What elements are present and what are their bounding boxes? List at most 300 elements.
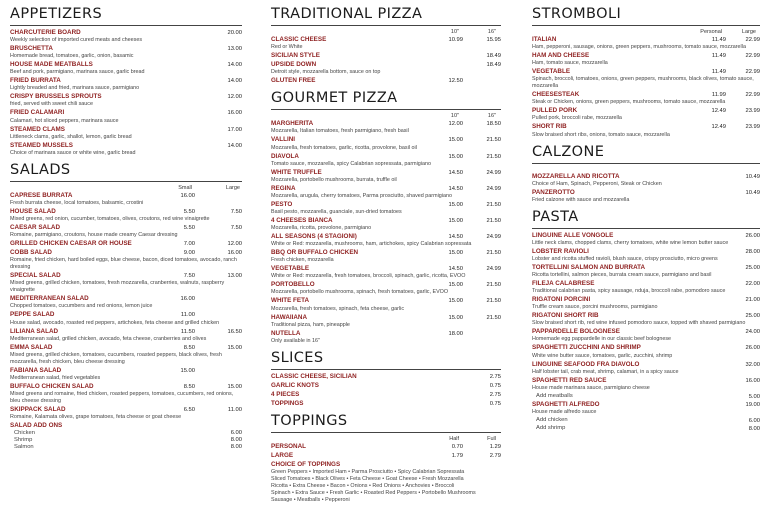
menu-item-price-1: 7.00 [183, 241, 195, 248]
menu-item-description: Mozzarella, fresh tomatoes, spinach, feta cheese, garlic [271, 305, 405, 312]
menu-item-description: Mixed greens, red onion, cucumber, tomatoes, olives, croutons, red wine vinaigrette [10, 215, 210, 222]
stromboli-heading: STROMBOLI [532, 6, 760, 26]
menu-item [10, 126, 242, 141]
menu-item-name: BRUSCHETTA [10, 45, 53, 53]
menu-item-price-1: 15.00 [448, 314, 463, 321]
menu-item-description: Romaine, fried chicken, hard boiled eggs, blue cheese, bacon, diced tomatoes, avocado, ranch dressing [10, 257, 237, 271]
traditional-size-16: 16" [487, 29, 496, 35]
menu-item [271, 169, 501, 184]
menu-item-description: Homemade bread, tomatoes, garlic, onion, basamic [10, 53, 134, 60]
menu-item-price-2: 7.50 [230, 224, 242, 231]
menu-item-price-2: 21.50 [486, 153, 501, 160]
menu-item [532, 280, 760, 295]
menu-item [10, 29, 242, 44]
menu-item [532, 296, 760, 311]
menu-item-description: Beef and pork, parmigiano, marinara sauce, garlic bread [10, 69, 145, 76]
menu-item [532, 232, 760, 247]
menu-item [532, 425, 760, 432]
menu-item-description: Little neck clams, chopped clams, cherry tomatoes, white wine lemon butter sauce [532, 239, 729, 246]
menu-item-price-1: 12.49 [711, 124, 726, 131]
menu-item-price-2: 16.00 [227, 250, 242, 257]
menu-item [271, 281, 501, 296]
menu-item-price: 19.00 [745, 401, 760, 408]
menu-item-price: 25.00 [745, 313, 760, 320]
menu-item-description: Tomato sauce, mozzarella, spicy Calabrian sopressata, parmigiano [271, 160, 431, 167]
menu-item [532, 52, 760, 67]
menu-item-description: White or Red: mozzarella, mushrooms, ham, artichokes, spicy Calabrian sopressata [271, 241, 472, 248]
menu-item-price: 26.00 [745, 345, 760, 352]
menu-item-price-1: 15.00 [448, 201, 463, 208]
menu-item [532, 91, 760, 106]
menu-item-description: Half lobster tail, crab meat, shrimp, calamari, in a spicy sauce [532, 368, 679, 375]
salad-add-on [10, 444, 242, 451]
menu-item-price-1: 15.00 [180, 367, 195, 374]
toppings-full-label: Full [487, 436, 496, 443]
menu-item-description: Spinach, broccoli, tomatoes, onions, green peppers, mushrooms, black olives, tomato sauce, mozzarella [532, 76, 754, 90]
menu-column-right [532, 6, 760, 433]
pasta-list [532, 232, 760, 432]
menu-item-price-2: 23.99 [745, 124, 760, 131]
menu-item-price: 8.00 [748, 425, 760, 432]
menu-item [271, 249, 501, 264]
menu-item-price: 24.00 [745, 329, 760, 336]
menu-item-description: Detroit style, mozzarella bottom, sauce on top [271, 69, 381, 76]
menu-item-description: Weekly selection of imported cured meats and cheeses [10, 37, 143, 44]
salads-large-label: Large [225, 184, 240, 191]
menu-item-description: Mozzarella, fresh tomatoes, garlic, ricotta, provolone, basil oil [271, 144, 417, 151]
menu-item-name: MOZZARELLA AND RICOTTA [532, 172, 620, 180]
menu-item-price: 28.00 [745, 248, 760, 255]
menu-item-price-2: 15.00 [227, 383, 242, 390]
menu-item [10, 367, 242, 382]
menu-item-description: Lightly breaded and fried, marinara sauce, parmigiano [10, 85, 140, 92]
stromboli-personal-label: Personal [700, 29, 722, 35]
menu-column-left [10, 6, 242, 451]
gourmet-size-10: 10" [450, 113, 459, 120]
menu-item [10, 249, 242, 271]
menu-item-price-2: 21.50 [486, 217, 501, 224]
toppings-size-header [271, 436, 501, 443]
menu-item-name: VEGETABLE [532, 68, 571, 76]
menu-item-name: HOUSE SALAD [10, 207, 56, 215]
menu-item [532, 189, 760, 204]
salads-small-label: Small [178, 184, 192, 191]
menu-item [10, 109, 242, 124]
menu-item [532, 361, 760, 376]
menu-item-name: CAESAR SALAD [10, 223, 61, 231]
menu-item [10, 383, 242, 405]
menu-item-name: TORTELLINI SALMON AND BURRATA [532, 263, 646, 271]
menu-item-price-2: 12.00 [227, 241, 242, 248]
menu-item [10, 45, 242, 60]
toppings-choice-line: Sausage • Meatballs • Pepperoni [271, 497, 350, 504]
menu-item-description: Traditional calabrian pasta, spicy sausage, nduja, broccoli rabe, pomodoro sauce [532, 288, 726, 295]
salad-add-ons-list [10, 430, 242, 451]
menu-item-price: 21.00 [745, 297, 760, 304]
menu-item-name: LILIANA SALAD [10, 327, 59, 335]
menu-item-price-1: 15.00 [448, 250, 463, 257]
menu-item [271, 201, 501, 216]
slices-list [271, 373, 501, 408]
choice-of-toppings-title: CHOICE OF TOPPINGS [271, 461, 341, 469]
menu-item-price-1: 16.00 [180, 296, 195, 303]
menu-item-name: WHITE TRUFFLE [271, 168, 322, 176]
menu-item-description: House salad, avocado, roasted red peppers, artichokes, feta cheese and grilled chicken [10, 319, 220, 326]
menu-item-name: RIGATONI SHORT RIB [532, 312, 599, 320]
menu-item-name: CLASSIC CHEESE [271, 36, 327, 43]
menu-item-name: VALLINI [271, 136, 296, 144]
menu-item-description: Ham, tomato sauce, mozzarella [532, 60, 608, 67]
menu-item-description: Chopped tomatoes, cucumbers and red onions, lemon juice [10, 303, 153, 310]
menu-item-description: House made alfredo sauce [532, 408, 597, 415]
menu-item [10, 406, 242, 421]
menu-item [10, 328, 242, 343]
menu-item-name: TOPPINGS [271, 399, 304, 407]
menu-item [271, 120, 501, 135]
menu-item-price-1: 1.79 [451, 453, 463, 460]
menu-item-price-1: 8.50 [183, 383, 195, 390]
menu-item-description: Mediterranean salad, grilled chicken, avocado, feta cheese, cranberries and olives [10, 335, 207, 342]
menu-item-description: House made marinara sauce, parmigiano cheese [532, 384, 650, 391]
menu-item-price-2: 21.50 [486, 250, 501, 257]
menu-item-description: Pulled pork, broccoli rabe, mozzarella [532, 115, 622, 122]
menu-item-price-1: 11.49 [711, 69, 726, 76]
menu-item-description: Ricotta tortellini, salmon pieces, burrata cream sauce, parmigiano and basil [532, 272, 712, 279]
menu-item [532, 173, 760, 188]
menu-item-price-1: 7.50 [183, 273, 195, 280]
menu-item-description: Romaine, parmigiano, croutons, house made creamy Caesar dressing [10, 232, 178, 239]
menu-item-name: VEGETABLE [271, 265, 310, 273]
menu-item [532, 417, 760, 424]
menu-item-name: CAPRESE BURRATA [10, 191, 73, 199]
choice-of-toppings-list [271, 469, 501, 504]
menu-item-name: Add chicken [536, 416, 568, 423]
menu-item-description: fried, served with sweet chili sauce [10, 101, 93, 108]
menu-item [271, 382, 501, 390]
menu-item [532, 377, 760, 392]
menu-item [10, 208, 242, 223]
menu-item-name: RIGATONI PORCINI [532, 296, 591, 304]
menu-item-price-1: 5.50 [183, 224, 195, 231]
menu-item-name: GRILLED CHICKEN CAESAR OR HOUSE [10, 240, 132, 248]
traditional-pizza-list [271, 36, 501, 85]
menu-item-name: STEAMED CLAMS [10, 125, 65, 133]
menu-item [271, 391, 501, 399]
menu-item-price-1: 9.00 [183, 250, 195, 257]
menu-item-price-1: 14.50 [448, 234, 463, 241]
menu-item-name: STEAMED MUSSELS [10, 141, 73, 149]
menu-item [271, 77, 501, 85]
menu-item-name: FABIANA SALAD [10, 366, 62, 374]
menu-item-description: White wine butter sauce, tomatoes, garlic, zucchini, shrimp [532, 352, 673, 359]
menu-item-price-1: 15.00 [448, 217, 463, 224]
menu-item-price-1: 5.50 [183, 208, 195, 215]
salad-add-on-price: 6.00 [230, 430, 242, 437]
menu-item-name: HOUSE MADE MEATBALLS [10, 61, 93, 69]
toppings-choice-line: Spinach • Extra Sauce • Fresh Garlic • Roasted Red Peppers • Portobello Mushrooms [271, 490, 476, 497]
calzone-list [532, 173, 760, 204]
gourmet-pizza-heading: GOURMET PIZZA [271, 90, 501, 110]
menu-item-name: GLUTEN FREE [271, 77, 316, 85]
menu-item-price-2: 22.99 [745, 53, 760, 60]
menu-item [271, 185, 501, 200]
menu-item [10, 344, 242, 366]
menu-item-description: Homemade egg pappardelle in our classic beef bolognese [532, 336, 672, 343]
menu-item [271, 36, 501, 51]
menu-item-name: HAWAIIANA [271, 313, 308, 321]
menu-item-description: Truffle cream sauce, porcini mushrooms, parmigiano [532, 304, 658, 311]
menu-item-price-2: 18.50 [486, 121, 501, 128]
menu-item-name: ITALIAN [532, 36, 557, 43]
menu-item-price: 22.00 [745, 281, 760, 288]
appetizers-heading: APPETIZERS [10, 6, 242, 26]
menu-item-description: Steak or Chicken, onions, green peppers, mushrooms, tomato sauce, mozzarella [532, 99, 726, 106]
stromboli-large-label: Large [741, 29, 756, 35]
menu-item-description: White or Red: mozzarella, fresh tomatoes, broccoli, spinach, garlic, ricotta, EVOO [271, 273, 466, 280]
menu-item-name: LINGUINE ALLE VONGOLE [532, 231, 614, 239]
menu-item-name: MARGHERITA [271, 120, 314, 128]
menu-item-description: Romaine, Kalamata olives, grape tomatoes, feta cheese or goat cheese [10, 413, 182, 420]
menu-item-description: Basil pesto, mozzarella, guanciale, sun-dried tomatoes [271, 208, 402, 215]
menu-item-price-1: 12.00 [448, 121, 463, 128]
menu-item-price: 10.49 [745, 189, 760, 196]
menu-item-name: FILEJA CALABRESE [532, 280, 595, 288]
menu-item-name: CRISPY BRUSSELS SPROUTS [10, 93, 102, 101]
menu-item-price-1: 14.50 [448, 169, 463, 176]
menu-item-name: SPAGHETTI ALFREDO [532, 400, 600, 408]
menu-item-name: CHARCUTERIE BOARD [10, 29, 81, 36]
menu-item-description: Littleneck clams, garlic, shallot, lemon, garlic bread [10, 133, 132, 140]
menu-item-price-1: 11.49 [711, 53, 726, 60]
salad-add-on [10, 437, 242, 444]
menu-item-price-2: 15.95 [486, 37, 501, 43]
menu-item-price-2: 21.50 [486, 314, 501, 321]
menu-item-name: PERSONAL [271, 443, 306, 451]
menu-item-price-1: 11.99 [711, 92, 726, 99]
menu-item-description: Red or White [271, 44, 303, 51]
salads-heading: SALADS [10, 162, 242, 182]
menu-item-price-1: 12.50 [448, 78, 463, 85]
menu-item-price-1: 15.00 [448, 282, 463, 289]
menu-item-price-1: 15.00 [448, 137, 463, 144]
menu-item-price: 5.00 [748, 393, 760, 400]
menu-item-description: Fresh burrata cheese, local tomatoes, balsamic, crostini [10, 199, 144, 206]
menu-item-price-1: 14.50 [448, 266, 463, 273]
menu-item-price-1: 15.00 [448, 153, 463, 160]
menu-item-name: PESTO [271, 200, 293, 208]
menu-item-price-1: 14.50 [448, 185, 463, 192]
menu-item-name: PANZEROTTO [532, 188, 575, 196]
menu-item [271, 217, 501, 232]
menu-item-name: COBB SALAD [10, 249, 52, 257]
menu-item-description: Mozzarella, portobello mushrooms, burrata, truffle oil [271, 176, 397, 183]
salad-add-on-price: 8.00 [230, 444, 242, 451]
menu-item-price: 17.00 [227, 126, 242, 133]
menu-item [271, 265, 501, 280]
menu-item [271, 452, 501, 460]
menu-item-price-2: 24.99 [486, 266, 501, 273]
menu-item-name: CHEESESTEAK [532, 91, 580, 99]
menu-item-price-2: 22.99 [745, 92, 760, 99]
menu-item-name: LINGUINE SEAFOOD FRA DIAVOLO [532, 360, 640, 368]
traditional-size-header [271, 29, 501, 36]
salad-add-on-name: Shrimp [14, 437, 33, 444]
menu-item [271, 61, 501, 76]
menu-item-description: Lobster and ricotta stuffed ravioli, blush sauce, crispy prosciutto, micro greens [532, 255, 718, 262]
salad-add-on-price: 8.00 [230, 437, 242, 444]
salads-size-header [10, 185, 242, 192]
menu-item [532, 393, 760, 400]
salad-add-on [10, 430, 242, 437]
menu-item-price-1: 15.00 [448, 298, 463, 305]
menu-item-name: HAM AND CHEESE [532, 52, 590, 60]
menu-item-price: 2.75 [489, 373, 501, 380]
menu-item-price-1: 8.50 [183, 344, 195, 351]
menu-item-name: ALL SEASONS (4 STAGIONI) [271, 233, 357, 241]
menu-item [532, 248, 760, 263]
menu-item [532, 107, 760, 122]
menu-item-description: Mozzarella, portobello mushrooms, spinach, fresh tomatoes, garlic, EVOO [271, 289, 449, 296]
menu-item-description: Mediterranean salad, fried vegetables [10, 374, 101, 381]
slices-heading: SLICES [271, 350, 501, 370]
menu-item-description: Ham, pepperoni, sausage, onions, green peppers, mushrooms, tomato sauce, mozzarella [532, 44, 746, 51]
menu-item-name: EMMA SALAD [10, 343, 53, 351]
menu-item-description: Choice of Ham, Spinach, Pepperoni, Steak or Chicken [532, 180, 662, 187]
menu-item-price: 20.00 [227, 30, 242, 36]
menu-item-price: 0.75 [489, 400, 501, 407]
menu-item-name: BUFFALO CHICKEN SALAD [10, 382, 94, 390]
menu-item-name: REGINA [271, 184, 296, 192]
menu-item [271, 314, 501, 329]
menu-item [271, 52, 501, 60]
menu-item-price-2: 24.99 [486, 185, 501, 192]
menu-item-name: SHORT RIB [532, 123, 567, 131]
menu-item [532, 264, 760, 279]
menu-item-price-2: 21.50 [486, 201, 501, 208]
menu-item [532, 36, 760, 51]
menu-item-price-2: 21.50 [486, 298, 501, 305]
menu-item [271, 233, 501, 248]
menu-item-price-2: 23.99 [745, 108, 760, 115]
menu-item-price-1: 11.49 [711, 37, 726, 43]
menu-item-description: Mixed greens, grilled chicken, tomatoes, fresh mozzarella, cranberries, walnuts, raspberry vinaigrette [10, 280, 225, 294]
menu-item-price: 12.00 [227, 94, 242, 101]
menu-item-description: Mozzarella, ricotta, provolone, parmigiano [271, 225, 372, 232]
toppings-half-label: Half [449, 436, 459, 443]
menu-item [10, 77, 242, 92]
menu-item-price-2: 24.99 [486, 169, 501, 176]
appetizers-list [10, 29, 242, 157]
menu-item-price: 16.00 [227, 110, 242, 117]
menu-item-price-2: 22.99 [745, 37, 760, 43]
menu-item [271, 400, 501, 408]
menu-item-price: 6.00 [748, 417, 760, 424]
menu-item-description: Mixed greens, grilled chicken, tomatoes, cucumbers, roasted peppers, black olives, fresh mozzarella, fresh chicken, bleu cheese dressing [10, 351, 222, 365]
menu-item-price-2: 21.50 [486, 137, 501, 144]
menu-item-price-2: 21.50 [486, 282, 501, 289]
toppings-price-list [271, 443, 501, 460]
menu-item-name: PAPPARDELLE BOLOGNESE [532, 328, 620, 336]
toppings-choice-line: Green Peppers • Imported Ham • Parma Prosciutto • Spicy Calabrian Sopressata [271, 469, 465, 476]
menu-item-price-2: 2.79 [489, 453, 501, 460]
menu-item-description: Fried calzone with sauce and mozzarella [532, 196, 630, 203]
menu-item-name: LARGE [271, 452, 294, 460]
menu-item-price-2: 22.99 [745, 69, 760, 76]
menu-item-description: Slow braised short rib, red wine infused pomodoro sauce, topped with shaved parmigiano [532, 320, 746, 327]
menu-item-name: UPSIDE DOWN [271, 61, 317, 69]
menu-item-name: PEPPE SALAD [10, 311, 55, 319]
menu-item-name: PORTOBELLO [271, 281, 315, 289]
menu-item-name: Add shrimp [536, 424, 566, 431]
menu-item-price-1: 11.50 [180, 328, 195, 335]
menu-item-price: 14.00 [227, 142, 242, 149]
menu-item [532, 68, 760, 90]
salad-add-on-name: Chicken [14, 430, 35, 437]
menu-item-name: 4 PIECES [271, 390, 300, 398]
menu-item-name: Add meatballs [536, 392, 573, 399]
menu-item-name: GARLIC KNOTS [271, 381, 319, 389]
menu-item-price-2: 18.49 [486, 62, 501, 69]
menu-item [271, 330, 501, 345]
menu-item [271, 443, 501, 451]
menu-item-description: Only available in 16" [271, 337, 320, 344]
menu-item [10, 295, 242, 310]
menu-item [10, 224, 242, 239]
menu-item [532, 344, 760, 359]
menu-item-name: PULLED PORK [532, 107, 578, 115]
menu-item-description: Slow braised short ribs, onions, tomato sauce, mozzarella [532, 131, 670, 138]
toppings-choice-line: Ricotta • Extra Cheese • Bacon • Onions • Red Onions • Anchovies • Broccoli [271, 483, 455, 490]
toppings-heading: TOPPINGS [271, 413, 501, 433]
menu-item-price: 14.00 [227, 62, 242, 69]
menu-item [10, 192, 242, 207]
menu-item-description: Calamari, hot sliced peppers, marinara sauce [10, 117, 119, 124]
menu-item-price: 13.00 [227, 46, 242, 53]
menu-item-price-1: 18.00 [448, 330, 463, 337]
menu-item [10, 61, 242, 76]
menu-item-name: FRIED BURRATA [10, 77, 61, 85]
menu-item-price-2: 15.00 [227, 344, 242, 351]
menu-item-name: SPECIAL SALAD [10, 272, 61, 280]
menu-item-description: Mozzarella, Italian tomatoes, fresh parmigiano, fresh basil [271, 128, 409, 135]
menu-item-price-2: 11.00 [227, 406, 242, 413]
menu-item [271, 136, 501, 151]
toppings-choice-line: Sliced Tomatoes • Black Olives • Feta Cheese • Goat Cheese • Fresh Mozzarella [271, 476, 464, 483]
menu-item-price: 0.75 [489, 382, 501, 389]
salad-add-on-name: Salmon [14, 444, 34, 451]
traditional-pizza-heading: TRADITIONAL PIZZA [271, 6, 501, 26]
gourmet-size-header [271, 113, 501, 120]
pasta-heading: PASTA [532, 209, 760, 229]
menu-item [10, 142, 242, 157]
menu-item-price-1: 6.50 [183, 406, 195, 413]
menu-item-price-2: 16.50 [227, 328, 242, 335]
menu-item-price-2: 7.50 [230, 208, 242, 215]
gourmet-size-16: 16" [487, 113, 496, 120]
menu-item-price-2: 13.00 [227, 273, 242, 280]
menu-item-price-2: 18.49 [486, 53, 501, 60]
menu-item-name: DIAVOLA [271, 152, 299, 160]
menu-item [271, 297, 501, 312]
calzone-heading: CALZONE [532, 144, 760, 164]
menu-item-price-1: 11.00 [180, 312, 195, 319]
menu-item-price-1: 16.00 [180, 192, 195, 199]
menu-item-name: FRIED CALAMARI [10, 109, 65, 117]
menu-item-price: 14.00 [227, 78, 242, 85]
menu-item-price: 16.00 [745, 377, 760, 384]
menu-item-price: 10.49 [745, 173, 760, 180]
menu-item-description: Traditional pizza, ham, pineapple [271, 321, 350, 328]
